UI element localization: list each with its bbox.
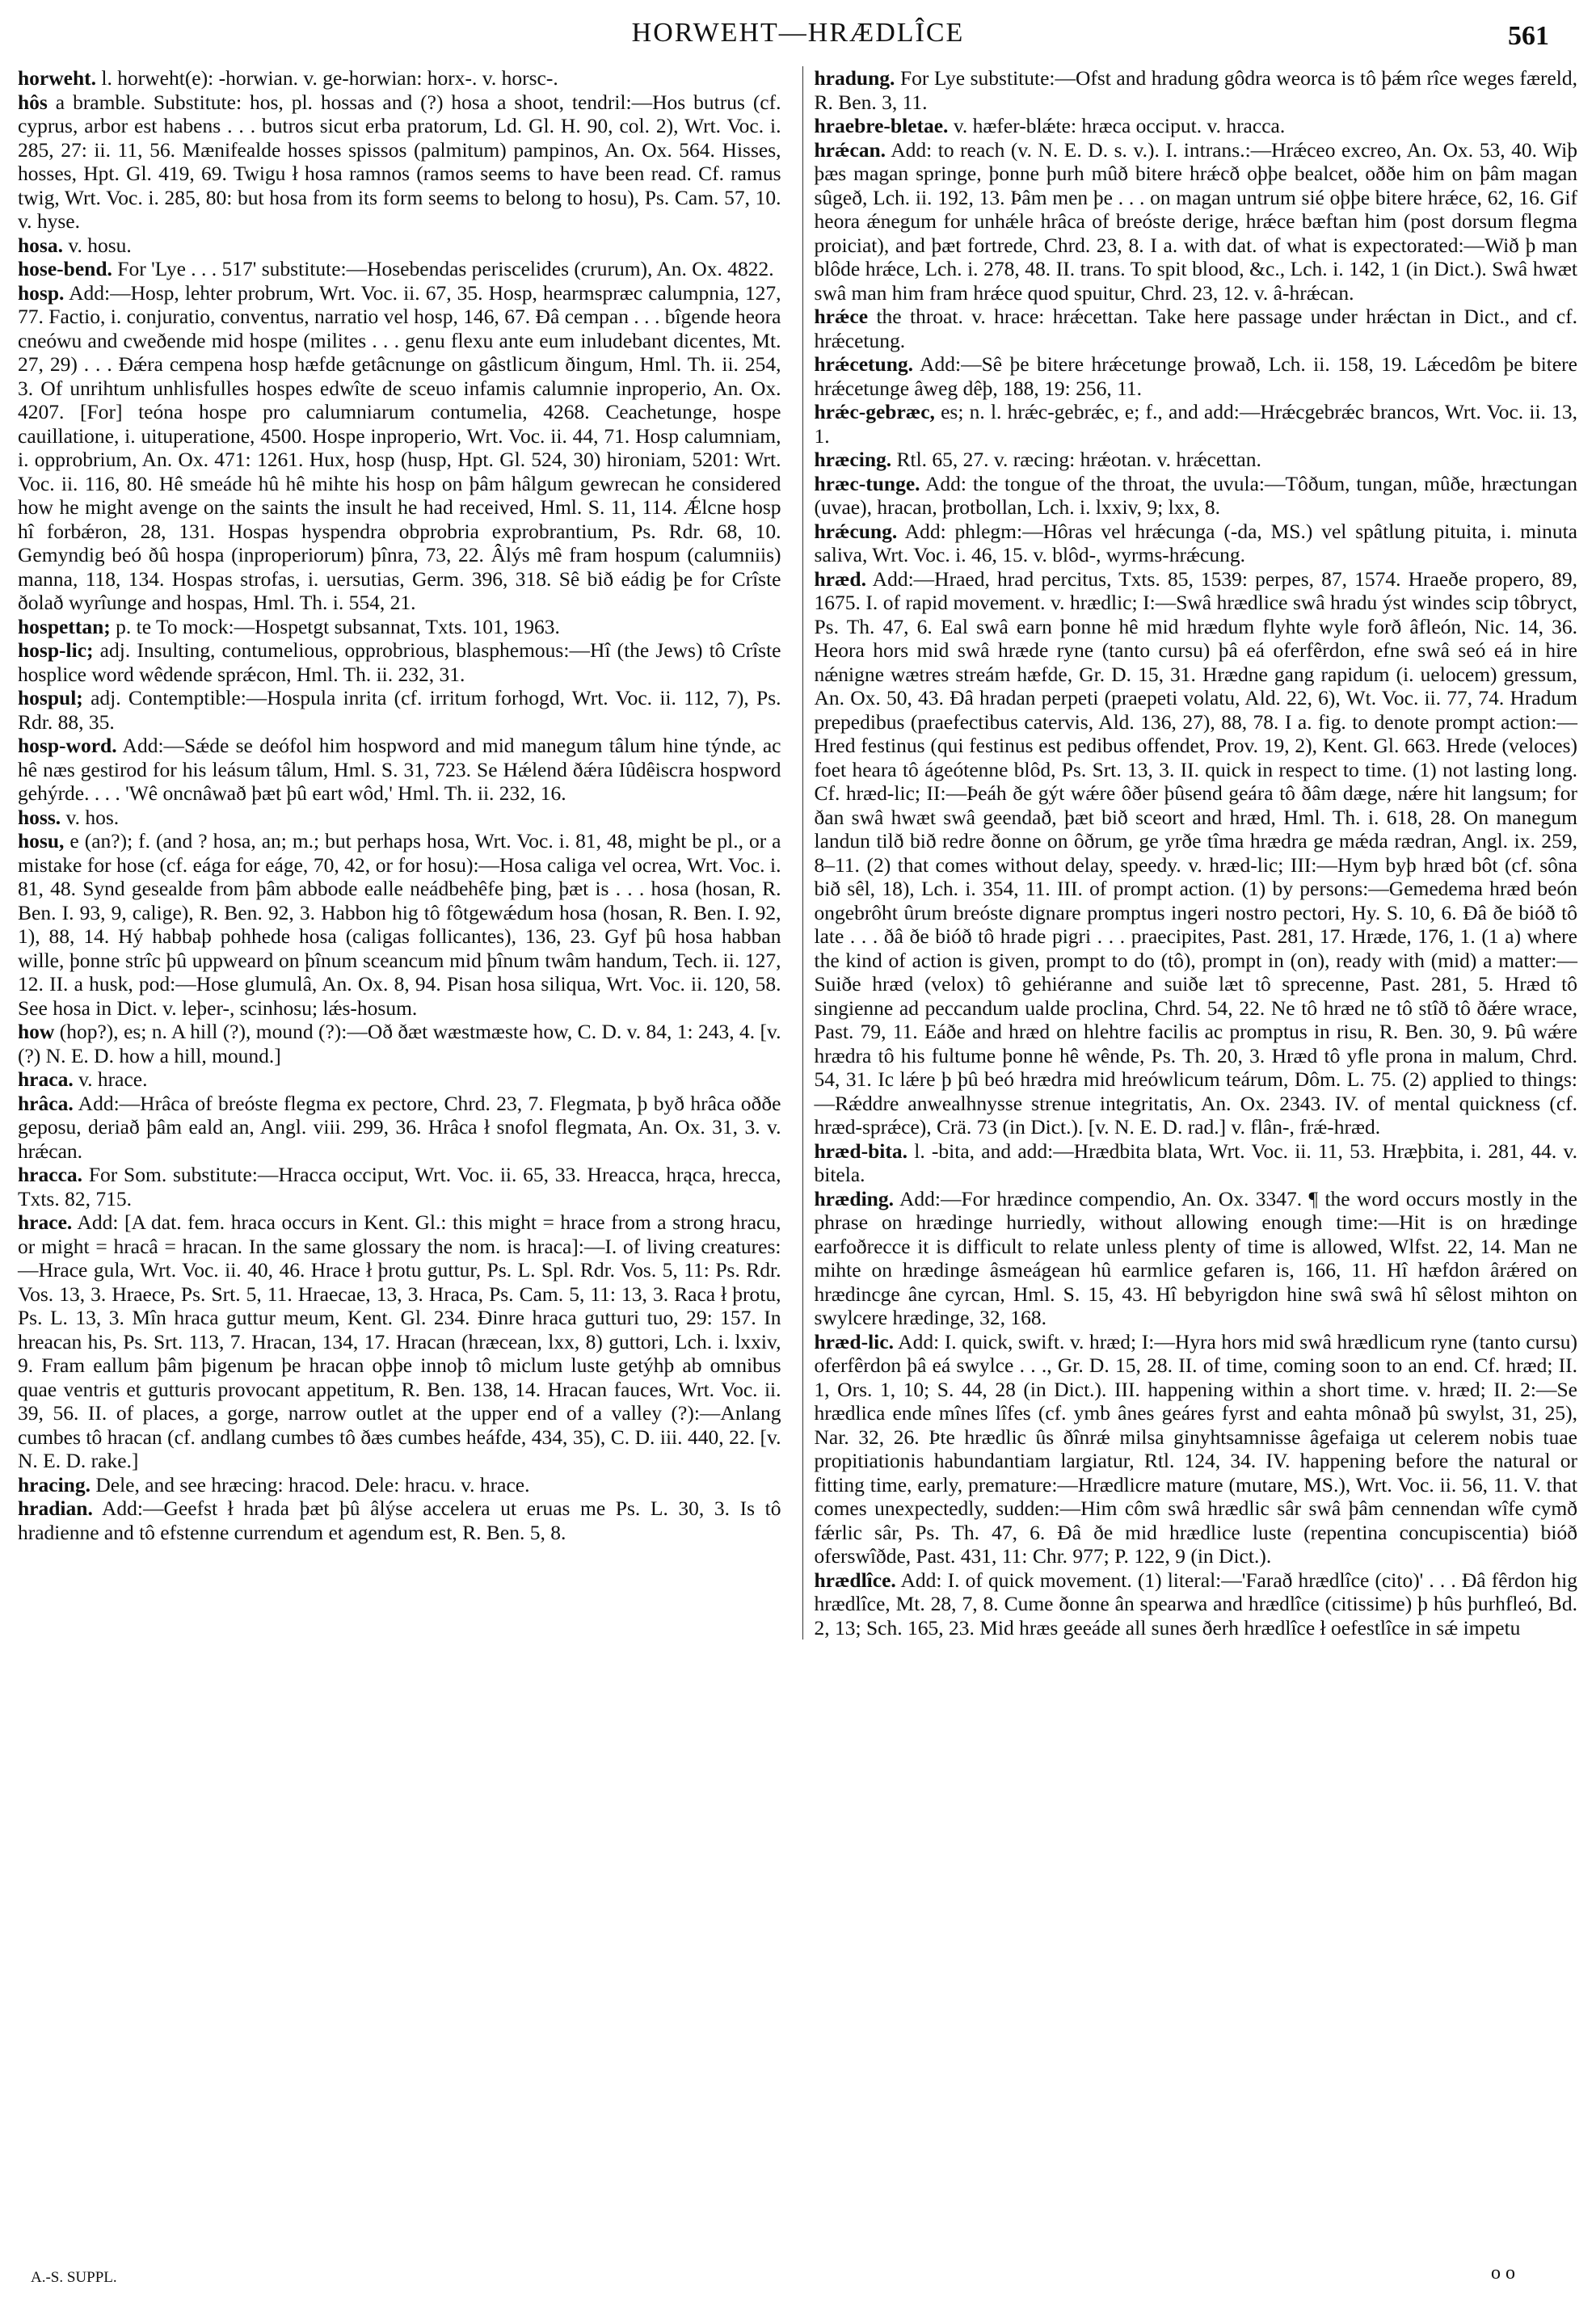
entry-headword: hracca. bbox=[18, 1163, 83, 1186]
entry-headword: hosa. bbox=[18, 233, 63, 257]
dictionary-entry bbox=[18, 1473, 781, 1497]
dictionary-entry bbox=[18, 615, 781, 639]
entry-body: e (an?); f. (and ? hosa, an; m.; but perhaps hosa, Wrt. Voc. i. 81, 48, might be pl., or a mistake for hose (cf. eága for eáge, 70, 42, or for hosu):—Hosa caliga vel ocrea, Wrt. Voc. i. 81, 48. Synd gesealde from þâm abbode ealle neádbehêfe þing, þæt is . . . hosa (hosan, R. Ben. I. 93, 9, calige), R. Ben. 92, 3. Habbon hig tô fôtgewǽdum hosa (hosan, R. Ben. I. 92, 1), 88, 14. Hý habbaþ pohhede hosa (caligas follicantes), 136, 23. Gyf þû hosa habban wille, þonne strîc þû uppweard on þînum sceancum mid þînum twâm handum, Tech. ii. 127, 12. II. a husk, pod:—Hose glumulâ, An. Ox. 8, 94. Pisan hosa siliqua, Wrt. Voc. ii. 120, 58. See hosa in Dict. v. leþer-, scinhosu; lǽs-hosum. bbox=[18, 829, 781, 1020]
entry-headword: hræding. bbox=[814, 1186, 894, 1210]
entry-body: Add: I. quick, swift. v. hræd; I:—Hyra hors mid swâ hrædlicum ryne (tanto cursu) oferfêrdon þâ eá swylce . . ., Gr. D. 15, 28. II. of time, coming soon to an end. Cf. hræd; II. 1, Ors. 1, 10; S. 44, 28 (in Dict.). III. happening within a short time. v. hræd; II. 2:—Se hrædlica ende mînes lîfes (cf. ymb ânes geáres fyrst and eahta mônað þû swylst, 31, 25), Nar. 32, 26. Þte hrædlic ûs ðînrǽ milsa ginyhtsamnisse âgefaiga ut celerem nobis tuae propitiationis habundantiam largiatur, Rtl. 124, 34. IV. happening before the natural or fitting time, early, premature:—Hrædlicre mature (mutare, MS.), Wrt. Voc. ii. 56, 11. V. that comes unexpectedly, sudden:—Him côm swâ hrædlic sâr swâ þâm cennendan wîfe cymð fǽrlic sâr, Ps. Th. 47, 6. Ðâ ðe mid hrædlice luste (repentina concupiscentia) bióð oferswîðde, Past. 431, 11: Chr. 977; P. 122, 9 (in Dict.). bbox=[814, 1329, 1577, 1568]
entry-body: For Lye substitute:—Ofst and hradung gôdra weorca is tô þǽm rîce weges færeld, R. Ben. 3, 11. bbox=[814, 66, 1577, 114]
entry-body: For 'Lye . . . 517' substitute:—Hosebendas periscelides (crurum), An. Ox. 4822. bbox=[112, 257, 774, 280]
dictionary-entry bbox=[18, 1020, 781, 1067]
entry-body: Add:—Geefst ł hrada þæt þû âlýse accelera ut eruas me Ps. L. 30, 3. Is tô hradienne and tô efstenne currendum et agendum est, R. Ben. 5, 8. bbox=[18, 1496, 781, 1544]
entry-headword: hradung. bbox=[814, 66, 895, 90]
dictionary-entry bbox=[815, 114, 1578, 138]
dictionary-entry bbox=[815, 1139, 1578, 1187]
dictionary-entry bbox=[815, 1568, 1578, 1640]
entry-body: Add:—For hrædince compendio, An. Ox. 3347. ¶ the word occurs mostly in the phrase on hrædinge hurriedly, without allowing enough time:—Hit is on hrædinge earfoðrecce it is difficult to relate unless plenty of time is allowed, Wlfst. 22, 14. Man ne mihte on hrædinge âsmeágean hû earmlice gefaren is, 166, 11. Hî hæfdon ârǽred on hrædincge âne cyrcan, Hml. S. 15, 43. Hî bebyrigdon hine swâ swâ hî sêlost mihton on swylcere hrædinge, 32, 168. bbox=[814, 1186, 1577, 1329]
dictionary-entry bbox=[815, 352, 1578, 400]
entry-body: es; n. l. hrǽc-gebrǽc, e; f., and add:—Hrǽcgebrǽc brancos, Wrt. Voc. ii. 13, 1. bbox=[814, 400, 1577, 448]
entry-body: Add:—Hrâca of breóste flegma ex pectore, Chrd. 23, 7. Flegmata, þ byð hrâca oððe geposu, deriað þâm eald an, Angl. viii. 299, 36. Hrâca ł snofol flegmata, An. Ox. 31, 3. v. hrǽcan. bbox=[18, 1091, 781, 1163]
dictionary-entry bbox=[815, 520, 1578, 567]
page-number: 561 bbox=[1508, 21, 1549, 51]
dictionary-entry bbox=[18, 1210, 781, 1473]
dictionary-entry bbox=[815, 1187, 1578, 1330]
entry-headword: hrædlîce. bbox=[814, 1568, 896, 1592]
entry-body: the throat. v. hrace: hrǽcettan. Take here passage under hrǽctan in Dict., and cf. hrǽcetung. bbox=[814, 305, 1577, 352]
dictionary-entry bbox=[18, 234, 781, 258]
dictionary-entry bbox=[18, 1496, 781, 1544]
entry-headword: hrace. bbox=[18, 1210, 73, 1234]
entry-body: l. horweht(e): -horwian. v. ge-horwian: horx-. v. horsc-. bbox=[96, 66, 558, 90]
entry-body: adj. Insulting, contumelious, opprobrious, blasphemous:—Hî (the Jews) tô Crîste hosplice word wêdende sprǽcon, Hml. Th. ii. 232, 31. bbox=[18, 638, 781, 686]
signature-mark: A.-S. SUPPL. bbox=[31, 2269, 117, 2286]
entry-body: l. -bita, and add:—Hrædbita blata, Wrt. Voc. ii. 11, 53. Hræþbita, i. 281, 44. v. bitela. bbox=[814, 1139, 1577, 1186]
entry-headword: horweht. bbox=[18, 66, 97, 90]
dictionary-entry bbox=[815, 66, 1578, 114]
right-column bbox=[802, 66, 1578, 1640]
entry-body: Add: phlegm:—Hôras vel hrǽcunga (-da, MS.) vel spâtlung pituita, i. minuta saliva, Wrt. Voc. i. 46, 15. v. blôd-, wyrms-hrǽcung. bbox=[814, 519, 1577, 566]
entry-body: adj. Contemptible:—Hospula inrita (cf. irritum forhogd, Wrt. Voc. ii. 112, 7), Ps. Rdr. 88, 35. bbox=[18, 686, 781, 734]
entry-headword: hosu, bbox=[18, 829, 65, 852]
dictionary-entry bbox=[18, 806, 781, 830]
dictionary-entry bbox=[18, 638, 781, 686]
dictionary-entry bbox=[18, 91, 781, 234]
entry-headword: hraebre-bletae. bbox=[814, 114, 949, 137]
dictionary-entry bbox=[815, 138, 1578, 305]
dictionary-entry bbox=[815, 567, 1578, 1139]
entry-body: v. hæfer-blǽte: hræca occiput. v. hracca. bbox=[948, 114, 1286, 137]
entry-headword: hraca. bbox=[18, 1067, 74, 1091]
entry-headword: hracing. bbox=[18, 1472, 91, 1496]
entry-headword: hôs bbox=[18, 90, 48, 114]
dictionary-entry bbox=[18, 829, 781, 1020]
entry-body: Add: to reach (v. N. E. D. s. v.). I. intrans.:—Hrǽceo excreo, An. Ox. 53, 40. Wiþ þæs magan springe, þonne þurh mûð bitere hrǽcð oþþe bealcet, oððe him on þâm magan sûgeð, Lch. ii. 192, 13. Þâm men þe . . . on magan untrum sié oþþe bitere hrǽce, 62, 16. Gif heora ǽnegum for unhǽle hrâca of breóste derige, hrǽce bæftan him (post dorsum flegma proiciat), and þæt fortrede, Chrd. 23, 8. I a. with dat. of what is expectorated:—Wið þ man blôde hrǽce, Lch. i. 278, 48. II. trans. To spit blood, &c., Lch. i. 142, 1 (in Dict.). Swâ hwæt swâ man him fram hrǽce quod spuitur, Chrd. 23, 12. v. â-hrǽcan. bbox=[814, 137, 1577, 305]
entry-headword: hradian. bbox=[18, 1496, 93, 1520]
entry-body: v. hosu. bbox=[62, 233, 132, 257]
entry-body: Add:—Hosp, lehter probrum, Wrt. Voc. ii. 67, 35. Hosp, hearmspræc calumpnia, 127, 77. Factio, i. conjuratio, conventus, narratio vel hosp, 146, 67. Ðâ cempan . . . bîgende heora cneówu and cweðende mid hospe (milites . . . genu flexu ante eum inludebant dicentes, Mt. 27, 29) . . . Ðǽra cempena hosp hæfde getâcnunge on gâstlicum ðingum, Hml. Th. ii. 254, 3. Of unrihtum unhlisfulles hospes edwîte de sceuo infamis calumnie inproperio, An. Ox. 4207. [For] teóna hospe pro calumniarum contumelia, 4268. Ceachetunge, hospe cauillatione, i. uituperatione, 4500. Hospe inproperio, Wrt. Voc. ii. 44, 71. Hosp calumniam, i. opprobrium, An. Ox. 471: 1261. Hux, hosp (husp, Hpt. Gl. 524, 30) hironiam, 5201: Wrt. Voc. ii. 116, 80. Hê smeáde hû hê mihte his hosp on þâm hâlgum gewrecan he considered how he might avenge on the saints the insult he had received, Hml. S. 11, 114. Ǽlcne hosp hî forbǽron, 28, 131. Hospas hyspendra obprobria exprobrantium, Ps. Rdr. 68, 10. Gemyndig beó ðû hospa (inproperiorum) þînra, 73, 22. Âlýs mê fram hospum (calumniis) manna, 118, 134. Hospas strofas, i. uersutias, Germ. 396, 318. Sê bið eádig þe for Crîste ðolað wyrîunge and hospas, Hml. Th. i. 554, 21. bbox=[18, 280, 781, 614]
entry-body: For Som. substitute:—Hracca occiput, Wrt. Voc. ii. 65, 33. Hreacca, hrąca, hrecca, Txts. 82, 715. bbox=[18, 1163, 781, 1210]
entry-headword: hrâca. bbox=[18, 1091, 74, 1115]
entry-body: Add:—Sǽde se deófol him hospword and mid manegum tâlum hine týnde, ac hê næs gestirod for his leásum tâlum, Hml. S. 31, 723. Se Hǽlend ðǽra Iûdêiscra hospword gehýrde. . . . 'Wê oncnâwað þæt þû eart wôd,' Hml. Th. ii. 232, 16. bbox=[18, 734, 781, 805]
entry-body: Add: I. of quick movement. (1) literal:—'Farað hrædlîce (cito)' . . . Ðâ fêrdon hig hrædlîce, Mt. 28, 7, 8. Cume ðonne ân spearwa and hrædlîce (citissime) þ hûs þurhfleó, Bd. 2, 13; Sch. 165, 23. Mid hræs geeáde all sunes ðerh hrædlîce ł oefestlîce in sǽ impetu bbox=[814, 1568, 1577, 1640]
entry-headword: hrǽcung. bbox=[814, 519, 898, 543]
entry-body: (hop?), es; n. A hill (?), mound (?):—Oð ðæt wæstmæste how, C. D. v. 84, 1: 243, 4. [v. (?) N. E. D. how a hill, mound.] bbox=[18, 1020, 781, 1067]
dictionary-entry bbox=[815, 305, 1578, 352]
dictionary-entry bbox=[18, 1163, 781, 1210]
entry-body: v. hos. bbox=[61, 805, 120, 829]
dictionary-entry bbox=[18, 257, 781, 281]
entry-headword: hræcing. bbox=[814, 448, 892, 471]
entry-headword: hospul; bbox=[18, 686, 83, 709]
entry-body: Add: the tongue of the throat, the uvula:—Tôðum, tungan, mûðe, hræctungan (uvae), hracan, þrotbollan, Lch. i. lxxiv, 9; lxx, 8. bbox=[814, 471, 1577, 519]
entry-headword: hospettan; bbox=[18, 614, 111, 638]
dictionary-entry bbox=[18, 1092, 781, 1164]
dictionary-entry bbox=[815, 400, 1578, 448]
left-column bbox=[18, 66, 781, 1640]
entry-headword: how bbox=[18, 1020, 55, 1043]
entry-body: Rtl. 65, 27. v. ræcing: hrǽotan. v. hrǽcettan. bbox=[891, 448, 1261, 471]
entry-headword: hrǽce bbox=[814, 305, 869, 328]
gathering-mark: o o bbox=[1491, 2263, 1515, 2284]
entry-body: Add:—Hraed, hrad percitus, Txts. 85, 1539: perpes, 87, 1574. Hraeðe propero, 89, 1675. I. of rapid movement. v. hrædlic; I:—Swâ hrædlice swâ hradu ýst windes scip tôbryct, Ps. Th. 47, 6. Eal swâ earn þonne hê mid hrædum flyhte wyle forð âfleón, Nic. 14, 36. Heora hors mid swâ hræde ryne (tanto cursu) þâ eá oferfêrdon, efne swâ seó eá in hire nǽnigne wætres streám hæfde, Gr. D. 15, 31. Hrædne gang rapidum (i. uelocem) gressum, An. Ox. 50, 43. Ðâ hradan perpeti (praepeti volatu, Ald. 22, 6), Wt. Voc. ii. 77, 74. Hradum prepedibus (praefectibus catervis, Ald. 136, 27), 88, 78. I a. fig. to denote prompt action:—Hred festinus (qui festinus est pedibus offendet, Prov. 19, 2), Kent. Gl. 663. Hrede (veloces) foet heara tô ágeótenne blôd, Ps. Srt. 13, 3. II. quick in respect to time. (1) not lasting long. Cf. hræd-lic; II:—Þeáh ðe gýt wǽre ôðer þûsend geára tô ðâm dæge, nǽre hit langsum; for ðan swâ hwæt swâ geendað, þæt bið sceort and hræd, Hml. Th. i. 618, 28. On manegum landun tilð bið redre ðonne on ôðrum, ge yrðe tîma hrædra ge mǽda rædran, Angl. ix. 259, 8–11. (2) that comes without delay, speedy. v. hræd-lic; III:—Hym byþ hræd bôt (cf. sôna bið sêl, 18), Lch. i. 354, 11. III. of prompt action. (1) by persons:—Gemedema hræd beón ongebrôht ûrum breóste dignare promptus ingeri nostro pectori, Hy. S. 10, 6. Ðâ ðe bióð tô late . . . ðâ ðe bióð tô hrade pigri . . . praecipites, Past. 281, 17. Hræde, 176, 1. (1 a) where the kind of action is given, prompt to do (tô), prompt in (on), ready with (mid) a matter:—Suiðe hræd (velox) tô gehiéranne and suiðe læt tô sprecenne, Past. 281, 5. Hræd tô singienne ad peccandum ualde proclina, Chrd. 54, 22. Ne tô hræd ne tô stîð tô ðǽre wrace, Past. 79, 11. Eáðe and hræd on hlehtre facilis ac promptus in risu, R. Ben. 30, 9. Þû wǽre hrædra tô his fultume þonne hê wênde, Ps. Th. 20, 3. Hræd tô yfle prona in malum, Chrd. 54, 31. Ic lǽre þ þû beó hrædra mid hreówlicum teárum, Dôm. L. 75. (2) applied to things:—Rǽddre anwealhnysse strenue integritatis, An. Ox. 2343. IV. of mental quickness (cf. hræd-sprǽce), Crä. 73 (in Dict.). [v. N. E. D. rad.] v. flân-, frǽ-hræd. bbox=[814, 566, 1577, 1139]
entry-headword: hrǽcan. bbox=[814, 137, 886, 162]
entry-body: Dele, and see hræcing: hracod. Dele: hracu. v. hrace. bbox=[90, 1472, 530, 1496]
entry-body: v. hrace. bbox=[73, 1067, 148, 1091]
running-head: HORWEHT—HRÆDLÎCE bbox=[631, 18, 965, 48]
entry-headword: hræd. bbox=[814, 566, 866, 591]
dictionary-entry bbox=[815, 472, 1578, 520]
dictionary-entry bbox=[18, 281, 781, 615]
entry-headword: hose-bend. bbox=[18, 257, 112, 280]
dictionary-entry bbox=[18, 1067, 781, 1092]
text-columns bbox=[18, 66, 1577, 1640]
entry-body: Add: [A dat. fem. hraca occurs in Kent. Gl.: this might = hrace from a strong hracu, or might = hracâ = hracan. In the same glossary the nom. is hraca]:—I. of living creatures:—Hrace gula, Wrt. Voc. ii. 40, 46. Hrace ł þrotu guttur, Ps. L. Spl. Rdr. Vos. 5, 11: Ps. Rdr. Vos. 13, 3. Hraece, Ps. Srt. 5, 11. Hraecae, 13, 3. Hraca, Ps. Cam. 5, 11: 13, 3. Raca ł þrotu, Ps. L. 13, 3. Mîn hraca guttur meum, Kent. Gl. 234. Ðinre hraca gutturi tuo, 29: 157. In hreacan his, Ps. Srt. 113, 7. Hracan, 134, 17. Hracan (hræcean, lxx, 8) guttori, Lch. i. lxxiv, 9. Fram eallum þâm þigenum þe hracan oþþe innoþ tô miclum luste getýhþ ab omnibus quae ventris et gutturis provocant appetitum, R. Ben. 138, 14. Hracan fauces, Wrt. Voc. ii. 39, 56. II. of places, a gorge, narrow outlet at the upper end of a valley (?):—Anlang cumbes tô hracan (cf. andlang cumbes tô ðæs cumbes heáfde, 434, 35), C. D. iii. 440, 22. [v. N. E. D. rake.] bbox=[18, 1210, 781, 1472]
entry-headword: hrǽcetung. bbox=[814, 352, 914, 376]
entry-headword: hoss. bbox=[18, 805, 61, 829]
entry-headword: hræc-tunge. bbox=[814, 471, 920, 495]
entry-headword: hosp. bbox=[18, 280, 65, 305]
entry-body: p. te To mock:—Hospetgt subsannat, Txts. 101, 1963. bbox=[110, 614, 560, 638]
entry-headword: hosp-lic; bbox=[18, 638, 94, 662]
dictionary-entry bbox=[815, 448, 1578, 472]
dictionary-entry bbox=[815, 1330, 1578, 1568]
entry-headword: hosp-word. bbox=[18, 734, 117, 757]
entry-body: a bramble. Substitute: hos, pl. hossas and (?) hosa a shoot, tendril:—Hos butrus (cf. cyprus, arbor est habens . . . butros sicut erba pratorum, Ld. Gl. H. 90, col. 2), Wrt. Voc. i. 285, 27: ii. 11, 56. Mænifealde hosses spissos (palmitum) pampinos, An. Ox. 564. Hisses, hosses, Hpt. Gl. 419, 69. Twigu ł hosa ramnos (ramos seems to have been read. Cf. ramus twig, Wrt. Voc. i. 285, 80: but hosa from its form seems to belong to hosu), Ps. Cam. 57, 10. v. hyse. bbox=[18, 90, 781, 233]
entry-body: Add:—Sê þe bitere hrǽcetunge þrowað, Lch. ii. 158, 19. Lǽcedôm þe bitere hrǽcetunge âweg dêþ, 188, 19: 256, 11. bbox=[814, 352, 1577, 400]
dictionary-entry bbox=[18, 66, 781, 91]
entry-headword: hrǽc-gebræc, bbox=[814, 400, 935, 423]
dictionary-entry bbox=[18, 686, 781, 734]
dictionary-entry bbox=[18, 734, 781, 806]
entry-headword: hræd-bita. bbox=[814, 1139, 907, 1163]
entry-headword: hræd-lic. bbox=[814, 1329, 894, 1353]
